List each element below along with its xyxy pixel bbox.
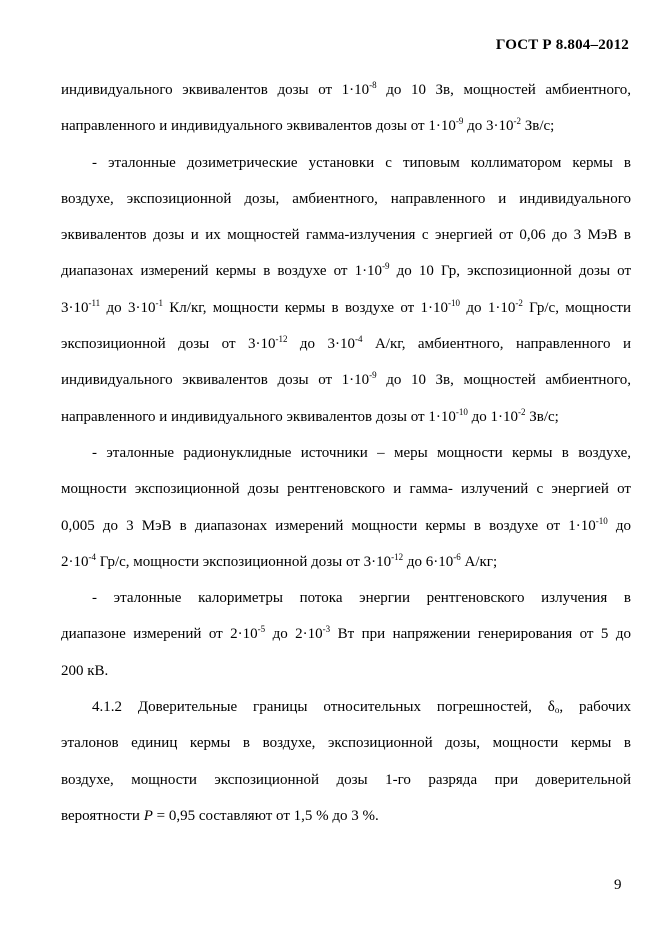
- text-line: 0,005 до 3 МэВ в диапазонах измерений мощности кермы в воздухе от $1\cdot 10^{-10}$ до: [61, 515, 631, 534]
- text-line: мощности экспозиционной дозы рентгеновского и гамма- излучений с энергией от: [61, 481, 631, 498]
- text-line: направленного и индивидуального эквивалентов дозы от $1\cdot 10^{-10}$ до $1\cdot 10^{-2}$ Зв/с;: [61, 406, 559, 425]
- text-line: $2\cdot 10^{-4}$ Гр/с, мощности экспозиционной дозы от $3\cdot 10^{-12}$ до $6\cdot 10^{-6}$ А/кг;: [61, 551, 498, 570]
- document-header: ГОСТ Р 8.804–2012: [495, 37, 629, 53]
- text-line: диапазонах измерений кермы в воздухе от $1\cdot 10^{-9}$ до 10 Гр, экспозиционной дозы от: [61, 261, 631, 280]
- text-line: вероятности P = 0,95 составляют от 1,5 % до 3 %.: [61, 807, 379, 824]
- text-line: диапазоне измерений от $2\cdot 10^{-5}$ до $2\cdot 10^{-3}$ Вт при напряжении генерирования от 5 до: [61, 624, 631, 643]
- text-line: направленного и индивидуального эквивалентов дозы от $1\cdot 10^{-9}$ до $3\cdot 10^{-2}$ Зв/с;: [61, 116, 555, 135]
- text-line: воздухе, мощности экспозиционной дозы 1-го разряда при доверительной: [61, 771, 631, 788]
- document-body: [61, 72, 631, 834]
- text-line: - эталонные дозиметрические установки с типовым коллиматором кермы в: [92, 154, 631, 171]
- text-line: эталонов единиц кермы в воздухе, экспозиционной дозы, мощности кермы в: [61, 735, 631, 752]
- text-line: 200 кВ.: [61, 662, 109, 679]
- text-line: - эталонные калориметры потока энергии рентгеновского излучения в: [92, 590, 631, 607]
- text-line: 4.1.2 Доверительные границы относительных погрешностей, $\delta_o$, рабочих: [92, 699, 631, 716]
- text-line: индивидуального эквивалентов дозы от $1\cdot 10^{-9}$ до 10 Зв, мощностей амбиентного,: [61, 370, 631, 389]
- text-line: индивидуального эквивалентов дозы от $1\cdot 10^{-8}$ до 10 Зв, мощностей амбиентного,: [61, 80, 631, 98]
- page-number: 9: [614, 877, 622, 893]
- text-line: воздухе, экспозиционной дозы, амбиентного, направленного и индивидуального: [61, 190, 631, 207]
- text-line: - эталонные радионуклидные источники – меры мощности кермы в воздухе,: [92, 444, 631, 461]
- text-line: эквивалентов дозы и их мощностей гамма-излучения с энергией от 0,06 до 3 МэВ в: [61, 227, 631, 244]
- text-line: экспозиционной дозы от $3\cdot 10^{-12}$ до $3\cdot 10^{-4}$ А/кг, амбиентного, направленного и: [61, 334, 631, 353]
- text-line: $3\cdot 10^{-11}$ до $3\cdot 10^{-1}$ Кл/кг, мощности кермы в воздухе от $1\cdot 10^{-10}$ до $1\cdot 10^{-2}$ Гр/с, мощности: [61, 297, 631, 316]
